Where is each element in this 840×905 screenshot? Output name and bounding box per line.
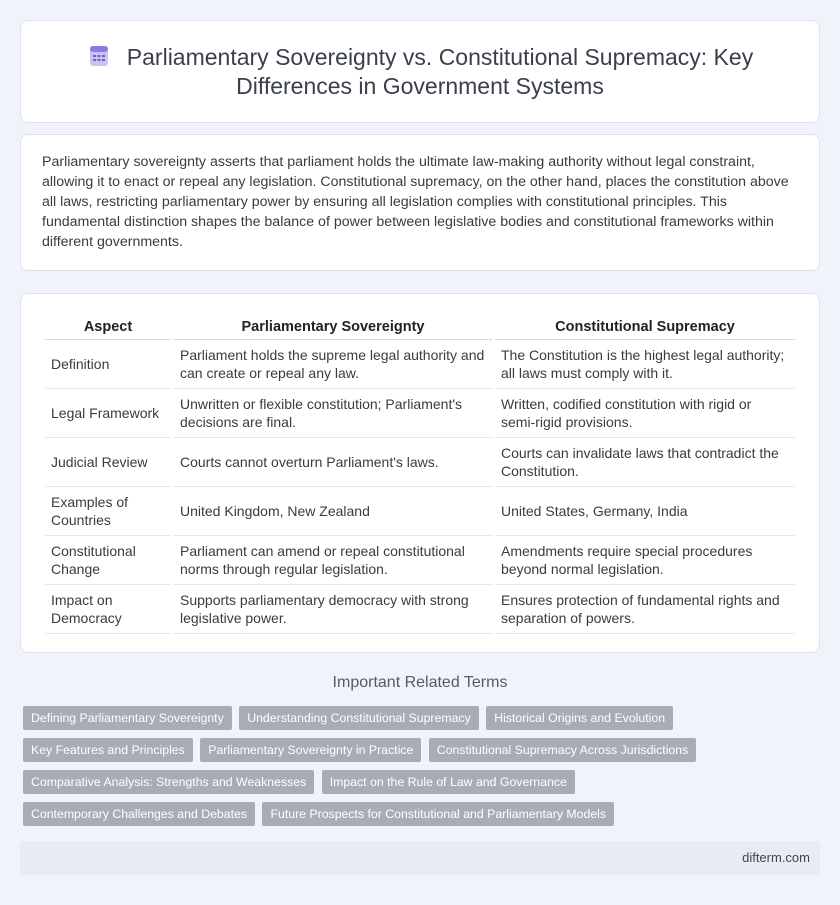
intro-text: Parliamentary sovereignty asserts that parliament holds the ultimate law-making authority without legal constraint, allowing it to enact or repeal any legislation. Constitutional supremacy, on the other hand, places the constitution above all laws, restricting parliamentary power by ensuring all legislation complies with constitutional principles. This fundamental distinction shapes the balance of power between legislative bodies and constitutional frameworks within different governments.	[42, 154, 789, 250]
comparison-table	[42, 314, 798, 634]
table-row	[45, 585, 795, 634]
row-parliamentary: Unwritten or flexible constitution; Parliament's decisions are final.	[174, 389, 492, 438]
related-tag[interactable]: Constitutional Supremacy Across Jurisdictions	[429, 738, 697, 762]
row-parliamentary: Supports parliamentary democracy with strong legislative power.	[174, 585, 492, 634]
page-title: Parliamentary Sovereignty vs. Constitutional Supremacy: Key Differences in Government Systems	[126, 44, 754, 99]
table-header-row	[45, 314, 795, 340]
row-constitutional: Written, codified constitution with rigid or semi-rigid provisions.	[495, 389, 795, 438]
row-aspect: Constitutional Change	[45, 536, 171, 585]
related-tag[interactable]: Historical Origins and Evolution	[486, 706, 673, 730]
related-terms-title: Important Related Terms	[332, 674, 508, 691]
related-tag[interactable]: Parliamentary Sovereignty in Practice	[200, 738, 421, 762]
row-constitutional: Amendments require special procedures beyond normal legislation.	[495, 536, 795, 585]
header-card	[20, 20, 820, 123]
related-tag[interactable]: Impact on the Rule of Law and Governance	[322, 770, 575, 794]
row-aspect: Legal Framework	[45, 389, 171, 438]
row-constitutional: United States, Germany, India	[495, 487, 795, 536]
related-tag[interactable]: Contemporary Challenges and Debates	[23, 802, 255, 826]
row-constitutional: The Constitution is the highest legal authority; all laws must comply with it.	[495, 340, 795, 389]
row-aspect: Impact on Democracy	[45, 585, 171, 634]
row-parliamentary: United Kingdom, New Zealand	[174, 487, 492, 536]
row-parliamentary: Parliament can amend or repeal constitutional norms through regular legislation.	[174, 536, 492, 585]
row-aspect: Judicial Review	[45, 438, 171, 487]
row-parliamentary: Parliament holds the supreme legal authority and can create or repeal any law.	[174, 340, 492, 389]
related-tag[interactable]: Comparative Analysis: Strengths and Weaknesses	[23, 770, 314, 794]
table-row	[45, 340, 795, 389]
table-row	[45, 536, 795, 585]
footer-bar	[20, 841, 820, 875]
table-row	[45, 487, 795, 536]
table-row	[45, 389, 795, 438]
table-row	[45, 438, 795, 487]
row-constitutional: Ensures protection of fundamental rights and separation of powers.	[495, 585, 795, 634]
row-aspect: Examples of Countries	[45, 487, 171, 536]
comparison-card	[20, 293, 820, 653]
row-constitutional: Courts can invalidate laws that contradict the Constitution.	[495, 438, 795, 487]
row-aspect: Definition	[45, 340, 171, 389]
document-list-icon	[87, 44, 111, 68]
related-tag[interactable]: Understanding Constitutional Supremacy	[239, 706, 479, 730]
header-parliamentary-sovereignty: Parliamentary Sovereignty	[174, 314, 492, 340]
intro-card	[20, 134, 820, 271]
related-tag[interactable]: Key Features and Principles	[23, 738, 193, 762]
related-tag[interactable]: Defining Parliamentary Sovereignty	[23, 706, 232, 730]
header-constitutional-supremacy: Constitutional Supremacy	[495, 314, 795, 340]
related-tag[interactable]: Future Prospects for Constitutional and Parliamentary Models	[262, 802, 614, 826]
page-title-wrap	[21, 43, 819, 101]
footer-site-link[interactable]: difterm.com	[742, 850, 810, 865]
header-aspect: Aspect	[45, 314, 171, 340]
related-terms-tags	[23, 706, 813, 834]
row-parliamentary: Courts cannot overturn Parliament's laws.	[174, 438, 492, 487]
